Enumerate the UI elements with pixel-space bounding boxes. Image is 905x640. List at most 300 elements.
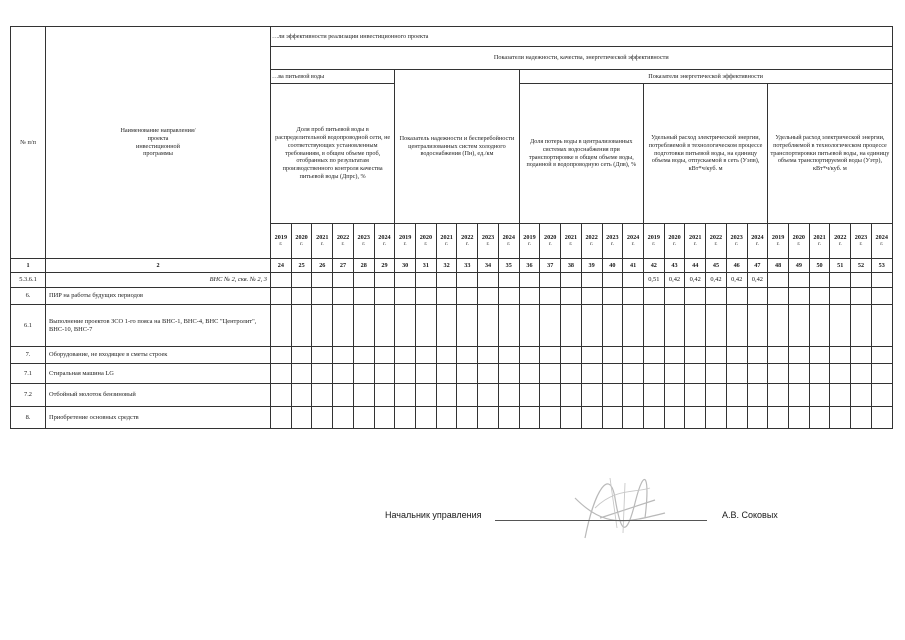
table-row: [11, 384, 893, 407]
value-cell: [602, 305, 623, 347]
column-number-cell: 42: [643, 259, 664, 273]
value-cell: [623, 288, 644, 305]
quality-desc-header: Доля проб питьевой воды в распределительной водопроводной сети, не соответствующих установленным требованиям, в общем объеме проб, отобранных по результатам производственного контроля качества питьевой воды (Дпрс), %: [271, 84, 395, 224]
year-header-cell: 2022 г.: [581, 224, 602, 259]
value-cell: [540, 305, 561, 347]
table-row: [11, 407, 893, 429]
value-cell: [333, 273, 354, 288]
value-cell: [374, 407, 395, 429]
value-cell: [498, 273, 519, 288]
value-cell: 0,42: [664, 273, 685, 288]
value-cell: [374, 364, 395, 384]
value-cell: [726, 384, 747, 407]
value-cell: 0,42: [747, 273, 768, 288]
value-cell: [768, 407, 789, 429]
row-number: 5.3.6.1: [11, 273, 46, 288]
value-cell: [747, 384, 768, 407]
value-cell: [581, 384, 602, 407]
value-cell: [457, 384, 478, 407]
value-cell: [664, 347, 685, 364]
year-header-cell: 2021 г.: [809, 224, 830, 259]
value-cell: [271, 305, 292, 347]
year-header-cell: 2022 г.: [457, 224, 478, 259]
value-cell: [457, 273, 478, 288]
value-cell: [395, 305, 416, 347]
table-row: [11, 305, 893, 347]
table-row: [11, 347, 893, 364]
value-cell: [747, 305, 768, 347]
value-cell: [809, 364, 830, 384]
table-row: [11, 288, 893, 305]
value-cell: [706, 305, 727, 347]
value-cell: [436, 347, 457, 364]
value-cell: [561, 347, 582, 364]
column-number-cell: 40: [602, 259, 623, 273]
value-cell: [353, 407, 374, 429]
value-cell: [726, 305, 747, 347]
value-cell: [602, 407, 623, 429]
value-cell: [602, 288, 623, 305]
value-cell: [623, 364, 644, 384]
value-cell: [312, 305, 333, 347]
value-cell: [871, 288, 892, 305]
value-cell: [333, 407, 354, 429]
column-number-cell: 46: [726, 259, 747, 273]
year-header-cell: 2021 г.: [436, 224, 457, 259]
value-cell: [602, 273, 623, 288]
value-cell: [664, 407, 685, 429]
value-cell: [271, 288, 292, 305]
signature-name: А.В. Соковых: [722, 510, 778, 520]
value-cell: [726, 407, 747, 429]
row-name: Стиральная машина LG: [46, 364, 271, 384]
value-cell: [374, 384, 395, 407]
row-name: Выполнение проектов ЗСО 1-го пояса на ВНС-1, ВНС-4, ВНС "Центролит", ВНС-10, ВНС-7: [46, 305, 271, 347]
row-name: Оборудование, не входящее в сметы строек: [46, 347, 271, 364]
year-header-cell: 2021 г.: [685, 224, 706, 259]
value-cell: [768, 305, 789, 347]
value-cell: [706, 288, 727, 305]
value-cell: [353, 347, 374, 364]
value-cell: [830, 305, 851, 347]
value-cell: [436, 384, 457, 407]
value-cell: [623, 407, 644, 429]
value-cell: [706, 384, 727, 407]
value-cell: [395, 347, 416, 364]
value-cell: [664, 305, 685, 347]
column-number-cell: 33: [457, 259, 478, 273]
value-cell: [333, 288, 354, 305]
value-cell: [540, 407, 561, 429]
column-number-cell: 49: [788, 259, 809, 273]
value-cell: [747, 407, 768, 429]
table-row: [11, 364, 893, 384]
value-cell: [457, 305, 478, 347]
value-cell: [851, 384, 872, 407]
value-cell: [498, 288, 519, 305]
row-name: ВНС № 2, скв. № 2, 3: [46, 273, 271, 288]
value-cell: [416, 384, 437, 407]
value-cell: [271, 384, 292, 407]
value-cell: [353, 288, 374, 305]
value-cell: [623, 384, 644, 407]
value-cell: [395, 273, 416, 288]
value-cell: [809, 384, 830, 407]
column-number-cell: 48: [768, 259, 789, 273]
value-cell: [768, 347, 789, 364]
value-cell: [788, 288, 809, 305]
value-cell: [416, 364, 437, 384]
year-header-cell: 2020 г.: [664, 224, 685, 259]
column-number-cell: 52: [851, 259, 872, 273]
value-cell: [561, 273, 582, 288]
value-cell: [478, 407, 499, 429]
value-cell: [540, 273, 561, 288]
value-cell: [623, 347, 644, 364]
value-cell: [706, 407, 727, 429]
value-cell: [664, 364, 685, 384]
value-cell: [312, 364, 333, 384]
value-cell: [395, 364, 416, 384]
value-cell: [519, 288, 540, 305]
year-header-cell: 2024 г.: [747, 224, 768, 259]
column-number-cell: 29: [374, 259, 395, 273]
value-cell: [581, 305, 602, 347]
value-cell: [312, 407, 333, 429]
signature-line: [495, 520, 707, 521]
value-cell: [561, 384, 582, 407]
value-cell: [271, 347, 292, 364]
value-cell: [685, 305, 706, 347]
value-cell: [519, 384, 540, 407]
year-header-cell: 2021 г.: [561, 224, 582, 259]
year-header-cell: 2022 г.: [333, 224, 354, 259]
value-cell: [416, 305, 437, 347]
value-cell: [291, 273, 312, 288]
column-number-cell: 44: [685, 259, 706, 273]
energy-prep-desc-header: Удельный расход электрической энергии, потребляемой в технологическом процессе подготовки питьевой воды, на единицу объема воды, отпускаемой в сеть (Уэпв), кВт*ч/куб. м: [643, 84, 767, 224]
value-cell: [643, 288, 664, 305]
column-number-cell: 36: [519, 259, 540, 273]
column-number-cell: 38: [561, 259, 582, 273]
value-cell: [809, 407, 830, 429]
year-header-cell: 2024 г.: [374, 224, 395, 259]
year-header-cell: 2019 г.: [271, 224, 292, 259]
column-number-cell: 50: [809, 259, 830, 273]
value-cell: [643, 384, 664, 407]
year-header-cell: 2024 г.: [871, 224, 892, 259]
year-header-cell: 2023 г.: [851, 224, 872, 259]
column-number-cell: 1: [11, 259, 46, 273]
value-cell: [478, 288, 499, 305]
value-cell: [436, 273, 457, 288]
value-cell: [830, 407, 851, 429]
column-number-cell: 2: [46, 259, 271, 273]
value-cell: [312, 288, 333, 305]
value-cell: [353, 273, 374, 288]
value-cell: [643, 364, 664, 384]
value-cell: [457, 407, 478, 429]
value-cell: [643, 347, 664, 364]
value-cell: [685, 407, 706, 429]
value-cell: [685, 364, 706, 384]
value-cell: 0,42: [685, 273, 706, 288]
column-number-cell: 41: [623, 259, 644, 273]
year-header-cell: 2021 г.: [312, 224, 333, 259]
row-name: Отбойный молоток бензиновый: [46, 384, 271, 407]
value-cell: [851, 288, 872, 305]
value-cell: [519, 305, 540, 347]
column-number-cell: 34: [478, 259, 499, 273]
value-cell: [498, 305, 519, 347]
losses-desc-header: Доля потерь воды в централизованных системах водоснабжения при транспортировке в общем объеме воды, поданной в водопроводную сеть (Дпв), %: [519, 84, 643, 224]
row-name: Приобретение основных средств: [46, 407, 271, 429]
value-cell: [457, 364, 478, 384]
value-cell: [871, 305, 892, 347]
value-cell: [291, 384, 312, 407]
year-header-cell: 2019 г.: [643, 224, 664, 259]
value-cell: [436, 288, 457, 305]
value-cell: [768, 364, 789, 384]
value-cell: [519, 407, 540, 429]
column-number-cell: 37: [540, 259, 561, 273]
value-cell: [871, 384, 892, 407]
year-header-cell: 2023 г.: [478, 224, 499, 259]
value-cell: [374, 347, 395, 364]
value-cell: [830, 364, 851, 384]
value-cell: [519, 347, 540, 364]
value-cell: [685, 384, 706, 407]
value-cell: [788, 384, 809, 407]
value-cell: [581, 407, 602, 429]
value-cell: [768, 288, 789, 305]
row-number: 6.: [11, 288, 46, 305]
value-cell: [540, 288, 561, 305]
value-cell: [664, 384, 685, 407]
reliability-header: Показатели надежности, качества, энергетической эффективности: [271, 47, 893, 70]
value-cell: [478, 364, 499, 384]
year-header-cell: 2020 г.: [540, 224, 561, 259]
value-cell: [353, 305, 374, 347]
value-cell: [788, 364, 809, 384]
value-cell: [830, 273, 851, 288]
value-cell: [851, 364, 872, 384]
signature-block: [385, 510, 805, 530]
value-cell: [291, 407, 312, 429]
value-cell: [581, 347, 602, 364]
value-cell: [395, 288, 416, 305]
value-cell: [747, 347, 768, 364]
value-cell: [788, 273, 809, 288]
value-cell: [706, 347, 727, 364]
value-cell: [602, 364, 623, 384]
value-cell: [706, 364, 727, 384]
value-cell: [436, 364, 457, 384]
value-cell: [478, 273, 499, 288]
value-cell: [623, 273, 644, 288]
energy-trans-desc-header: Удельный расход электрической энергии, потребляемой в технологическом процессе транспортировки питьевой воды, на единицу объема транспортируемой воды (Уэтр), кВт*ч/куб. м: [768, 84, 892, 224]
value-cell: [478, 305, 499, 347]
value-cell: [478, 347, 499, 364]
year-header-cell: 2019 г.: [768, 224, 789, 259]
year-header-cell: 2024 г.: [498, 224, 519, 259]
column-number-cell: 51: [830, 259, 851, 273]
value-cell: [457, 347, 478, 364]
value-cell: [374, 273, 395, 288]
value-cell: [436, 305, 457, 347]
value-cell: [768, 273, 789, 288]
value-cell: [643, 305, 664, 347]
value-cell: [581, 364, 602, 384]
row-number: 7.2: [11, 384, 46, 407]
value-cell: [664, 288, 685, 305]
value-cell: 0,42: [726, 273, 747, 288]
value-cell: [312, 384, 333, 407]
year-header-cell: 2020 г.: [291, 224, 312, 259]
row-number: 8.: [11, 407, 46, 429]
value-cell: [643, 407, 664, 429]
value-cell: [602, 347, 623, 364]
value-cell: [540, 347, 561, 364]
value-cell: [851, 305, 872, 347]
column-number-cell: 35: [498, 259, 519, 273]
value-cell: [271, 364, 292, 384]
value-cell: [623, 305, 644, 347]
column-number-cell: 24: [271, 259, 292, 273]
value-cell: [395, 384, 416, 407]
value-cell: [416, 288, 437, 305]
column-number-cell: 39: [581, 259, 602, 273]
column-number-cell: 31: [416, 259, 437, 273]
value-cell: [333, 347, 354, 364]
value-cell: [726, 364, 747, 384]
value-cell: [498, 384, 519, 407]
column-number-cell: 32: [436, 259, 457, 273]
document-page: [10, 26, 892, 429]
value-cell: [726, 347, 747, 364]
name-header: Наименование направления/ проекта инвестиционной программы: [46, 27, 271, 259]
value-cell: [581, 288, 602, 305]
column-number-cell: 30: [395, 259, 416, 273]
year-header-cell: 2023 г.: [602, 224, 623, 259]
value-cell: [498, 347, 519, 364]
value-cell: [871, 407, 892, 429]
year-header-cell: 2022 г.: [830, 224, 851, 259]
value-cell: [291, 364, 312, 384]
value-cell: [519, 364, 540, 384]
value-cell: [830, 288, 851, 305]
value-cell: [291, 288, 312, 305]
value-cell: [333, 305, 354, 347]
value-cell: [416, 273, 437, 288]
column-number-cell: 27: [333, 259, 354, 273]
value-cell: [809, 347, 830, 364]
value-cell: [271, 407, 292, 429]
value-cell: [788, 407, 809, 429]
quality-header: …ва питьевой воды: [271, 70, 395, 84]
value-cell: [809, 288, 830, 305]
value-cell: [416, 407, 437, 429]
value-cell: 0,51: [643, 273, 664, 288]
value-cell: [851, 347, 872, 364]
value-cell: [333, 364, 354, 384]
value-cell: [498, 407, 519, 429]
value-cell: [851, 273, 872, 288]
value-cell: [374, 305, 395, 347]
value-cell: [333, 384, 354, 407]
year-header-cell: 2024 г.: [623, 224, 644, 259]
value-cell: [851, 407, 872, 429]
column-number-cell: 28: [353, 259, 374, 273]
value-cell: [561, 364, 582, 384]
value-cell: [519, 273, 540, 288]
value-cell: [747, 288, 768, 305]
column-number-cell: 25: [291, 259, 312, 273]
value-cell: [395, 407, 416, 429]
column-number-cell: 26: [312, 259, 333, 273]
value-cell: [436, 407, 457, 429]
column-number-cell: 47: [747, 259, 768, 273]
year-header-cell: 2019 г.: [395, 224, 416, 259]
value-cell: [561, 407, 582, 429]
signature-scribble: [555, 458, 675, 558]
year-header-cell: 2023 г.: [353, 224, 374, 259]
signature-title: Начальник управления: [385, 510, 482, 520]
value-cell: [271, 273, 292, 288]
value-cell: [478, 384, 499, 407]
column-number-cell: 43: [664, 259, 685, 273]
no-header: № п/п: [11, 27, 46, 259]
table-row: [11, 273, 893, 288]
value-cell: [457, 288, 478, 305]
efficiency-header: …ли эффективности реализации инвестиционного проекта: [271, 27, 893, 47]
value-cell: [374, 288, 395, 305]
value-cell: [312, 273, 333, 288]
value-cell: [353, 384, 374, 407]
value-cell: [685, 347, 706, 364]
row-number: 6.1: [11, 305, 46, 347]
year-header-cell: 2020 г.: [416, 224, 437, 259]
value-cell: [809, 305, 830, 347]
value-cell: [830, 347, 851, 364]
year-header-cell: 2019 г.: [519, 224, 540, 259]
value-cell: [312, 347, 333, 364]
column-number-cell: 53: [871, 259, 892, 273]
value-cell: [871, 347, 892, 364]
reliability-desc-header: Показатель надежности и бесперебойности централизованных систем холодного водоснабжения (Пн), ед./км: [395, 70, 519, 224]
value-cell: [498, 364, 519, 384]
value-cell: [353, 364, 374, 384]
row-number: 7.1: [11, 364, 46, 384]
value-cell: [685, 288, 706, 305]
value-cell: [561, 288, 582, 305]
row-name: ПИР на работы будущих периодов: [46, 288, 271, 305]
row-number: 7.: [11, 347, 46, 364]
value-cell: [540, 364, 561, 384]
indicators-table: [10, 26, 893, 429]
column-number-cell: 45: [706, 259, 727, 273]
year-header-cell: 2023 г.: [726, 224, 747, 259]
value-cell: 0,42: [706, 273, 727, 288]
value-cell: [602, 384, 623, 407]
value-cell: [871, 364, 892, 384]
energy-header: Показатели энергетической эффективности: [519, 70, 892, 84]
value-cell: [416, 347, 437, 364]
value-cell: [726, 288, 747, 305]
value-cell: [788, 305, 809, 347]
value-cell: [540, 384, 561, 407]
year-header-cell: 2020 г.: [788, 224, 809, 259]
